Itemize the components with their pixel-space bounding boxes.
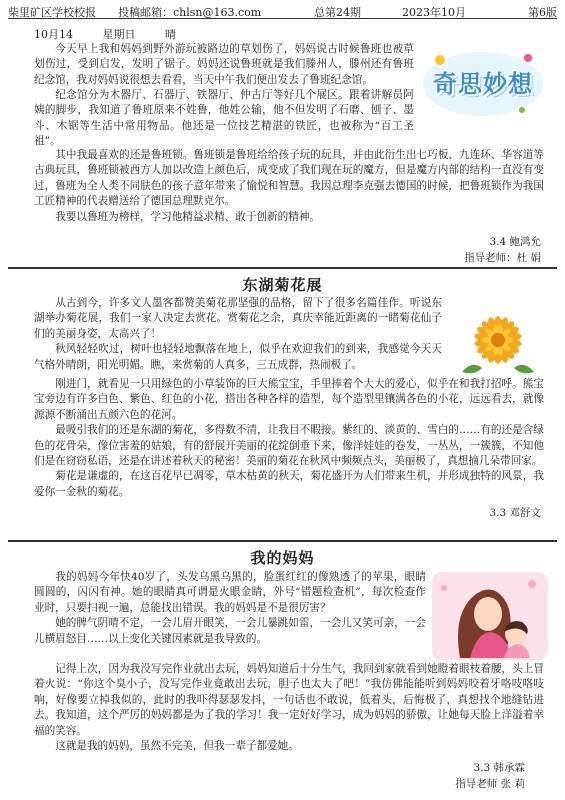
- article3-author: 3.3 韩承霖: [473, 762, 525, 774]
- article3-teacher: 指导老师 张 莉: [455, 778, 525, 790]
- paragraph: 秋风轻轻吹过，树叶也轻轻地飘落在地上，似乎在欢迎我们的到来，我感觉今天天气格外晴朗，阳光明媚。瞧，来赏菊的人真多，三五成群，热闹极了。: [34, 343, 442, 371]
- section-divider: [8, 540, 557, 542]
- article1-body: [34, 42, 414, 88]
- paragraph: 菊花是谦虚的，在这百花早已凋零，草木枯黄的秋天，菊花盛开为人们带来生机，并形成独特的风景，我爱你一金秋的菊花。: [34, 470, 544, 498]
- article2-body-wide: [34, 377, 544, 500]
- logo-text: 奇思妙想: [433, 70, 533, 98]
- article2-title: 东湖菊花展: [242, 276, 323, 294]
- paragraph: 其中我最喜欢的还是鲁班锁。鲁班锁是鲁班给给孩子玩的玩具，并由此衍生出七巧板、九连环、华容道等古典玩具，鲁班锁被西方人加以改造上颜色后，成变成了我们现在玩的魔方，但是魔方内部的结构一直没有变过，鲁班为全人类不同肤色的孩子意年带来了愉悦和智慧。我因总理李克强去德国的时候，把鲁班锁作为我国工匠精神的代表赠送给了德国总理默克尔。: [34, 149, 544, 208]
- paragraph: 记得上次，因为我没写完作业就出去玩，妈妈知道后十分生气，我回到家就看到她瞪着眼枝着腰，头上冒着火说：“你这个臭小子，没写完作业竟敢出去玩，胆子也太大了吧！”我仿佛能能听到妈妈咬着牙咯吱咯吱响，好像要立掉我似的，此时的我吓得瑟瑟发抖，一句话也不敢说，低着头，后悔极了，真想找个地缝钻进去。我知道，这个严厉的妈妈都是为了我的学习！我一定好好学习，成为妈妈的骄傲，让她每天脸上洋溢着幸福的笑容。: [34, 663, 544, 737]
- paragraph: 我的妈妈今年快40岁了，头发乌黑乌黑的，脸蛋红红的像熟透了的苹果，眼睛圆圆的，闪闪有神。她的眼睛真可谓是火眼金睛，外号“错题检查机”，每次检查作业时，只要扫视一遍，总能找出错误。我的妈妈是不是很厉害？: [34, 571, 426, 614]
- paragraph: 刚进门，就看见一只用绿色的小草装饰的巨大熊宝宝，手里捧着个大大的爱心，似乎在和我打招呼。熊宝宝旁边有许多白色、紫色、红色的小花，搭出各种各样的造型，每个造型里镶满各色的小花，远远看去，就像源源不断涌出五颜六色的花河。: [34, 378, 544, 421]
- issue-number: 总第24期: [314, 6, 361, 19]
- article1-teacher: 指导老师：杜 娟: [464, 252, 541, 264]
- article3-body-wide: [34, 662, 544, 754]
- diary-weekday: 星期日: [102, 28, 136, 41]
- diary-date: 10月14: [34, 28, 73, 41]
- paragraph: 我要以鲁班为榜样，学习他精益求精、敢于创新的精神。: [55, 210, 321, 223]
- issue-date: 2023年10月: [402, 6, 466, 19]
- article1-body-wide: [34, 148, 544, 225]
- paragraph: 她的脾气阴晴不定，一会儿眉开眼笑，一会儿暴跳如雷，一会儿又笑可亲，一会儿横眉怒目……以上变化关键因素就是我导致的。: [34, 617, 426, 645]
- qisi-miaoxiang-logo: [418, 40, 548, 122]
- article3-title: 我的妈妈: [250, 549, 315, 567]
- diary-heading: [34, 26, 202, 42]
- paragraph: 从古到今，许多文人墨客都赞美菊花那坚强的品格，留下了很多名篇佳作。听说东湖举办菊花展，我们一家人决定去赏花。赏菊花之余，真庆幸能近距离的一睹菊花仙子们的美丽身姿，太高兴了！: [34, 297, 442, 340]
- article2-body: [34, 296, 442, 373]
- article1-body-continued: [34, 88, 414, 150]
- article3-body: [34, 570, 426, 647]
- chrysanthemum-image: [448, 302, 548, 382]
- newspaper-header: [8, 2, 557, 19]
- mother-child-illustration: [432, 572, 548, 660]
- diary-weather: 晴: [165, 28, 176, 41]
- page-number: 第6版: [528, 6, 557, 19]
- article1-author: 3.4 鲍鸿允: [489, 236, 541, 248]
- section-divider: [8, 267, 557, 269]
- paragraph: 这就是我的妈妈，虽然不完美，但我一辈子都爱她。: [55, 740, 299, 753]
- paragraph: 最吸引我们的还是东湖的菊花，多得数不清，让我目不暇接。紫红的、淡黄的、雪白的……有的还是含绿色的花骨朵，像位害羞的姑娘，有的舒展开美丽的花绽倒垂下来，像洋娃娃的卷发，一丛丛，一簇簇，不知他们是在窃窃私语，还是在讲述着秋天的秘密！美丽的菊花在秋风中频频点头，美丽极了，真想摘几朵带回家。: [34, 424, 544, 468]
- paragraph: 纪念馆分为木器厅、石器厅、铁器厅、仲古厅等好几个展区。跟着讲解员阿姨的脚步，我知道了鲁班原来不姓鲁，他姓公输，他不但发明了石磨、刨子、墨斗、木锯等生活中常用物品。他还是一位技艺精湛的铁匠，也被称为“百工圣祖”。: [34, 89, 414, 148]
- article2-author: 3.3 邓舒文: [489, 507, 541, 519]
- submission-email: 投稿邮箱：chlsn@163.com: [118, 6, 262, 19]
- paragraph: 今天早上我和妈妈到野外游玩被路边的草划伤了，妈妈说古时候鲁班也被草划伤过，受到启发，发明了锯子。妈妈还说鲁班就是我们滕州人，滕州还有鲁班纪念馆，我对妈妈说很想去看看，当天中午我们便出发去了鲁班纪念馆。: [34, 43, 414, 86]
- school-name: 柴里矿区学校校报: [8, 6, 96, 19]
